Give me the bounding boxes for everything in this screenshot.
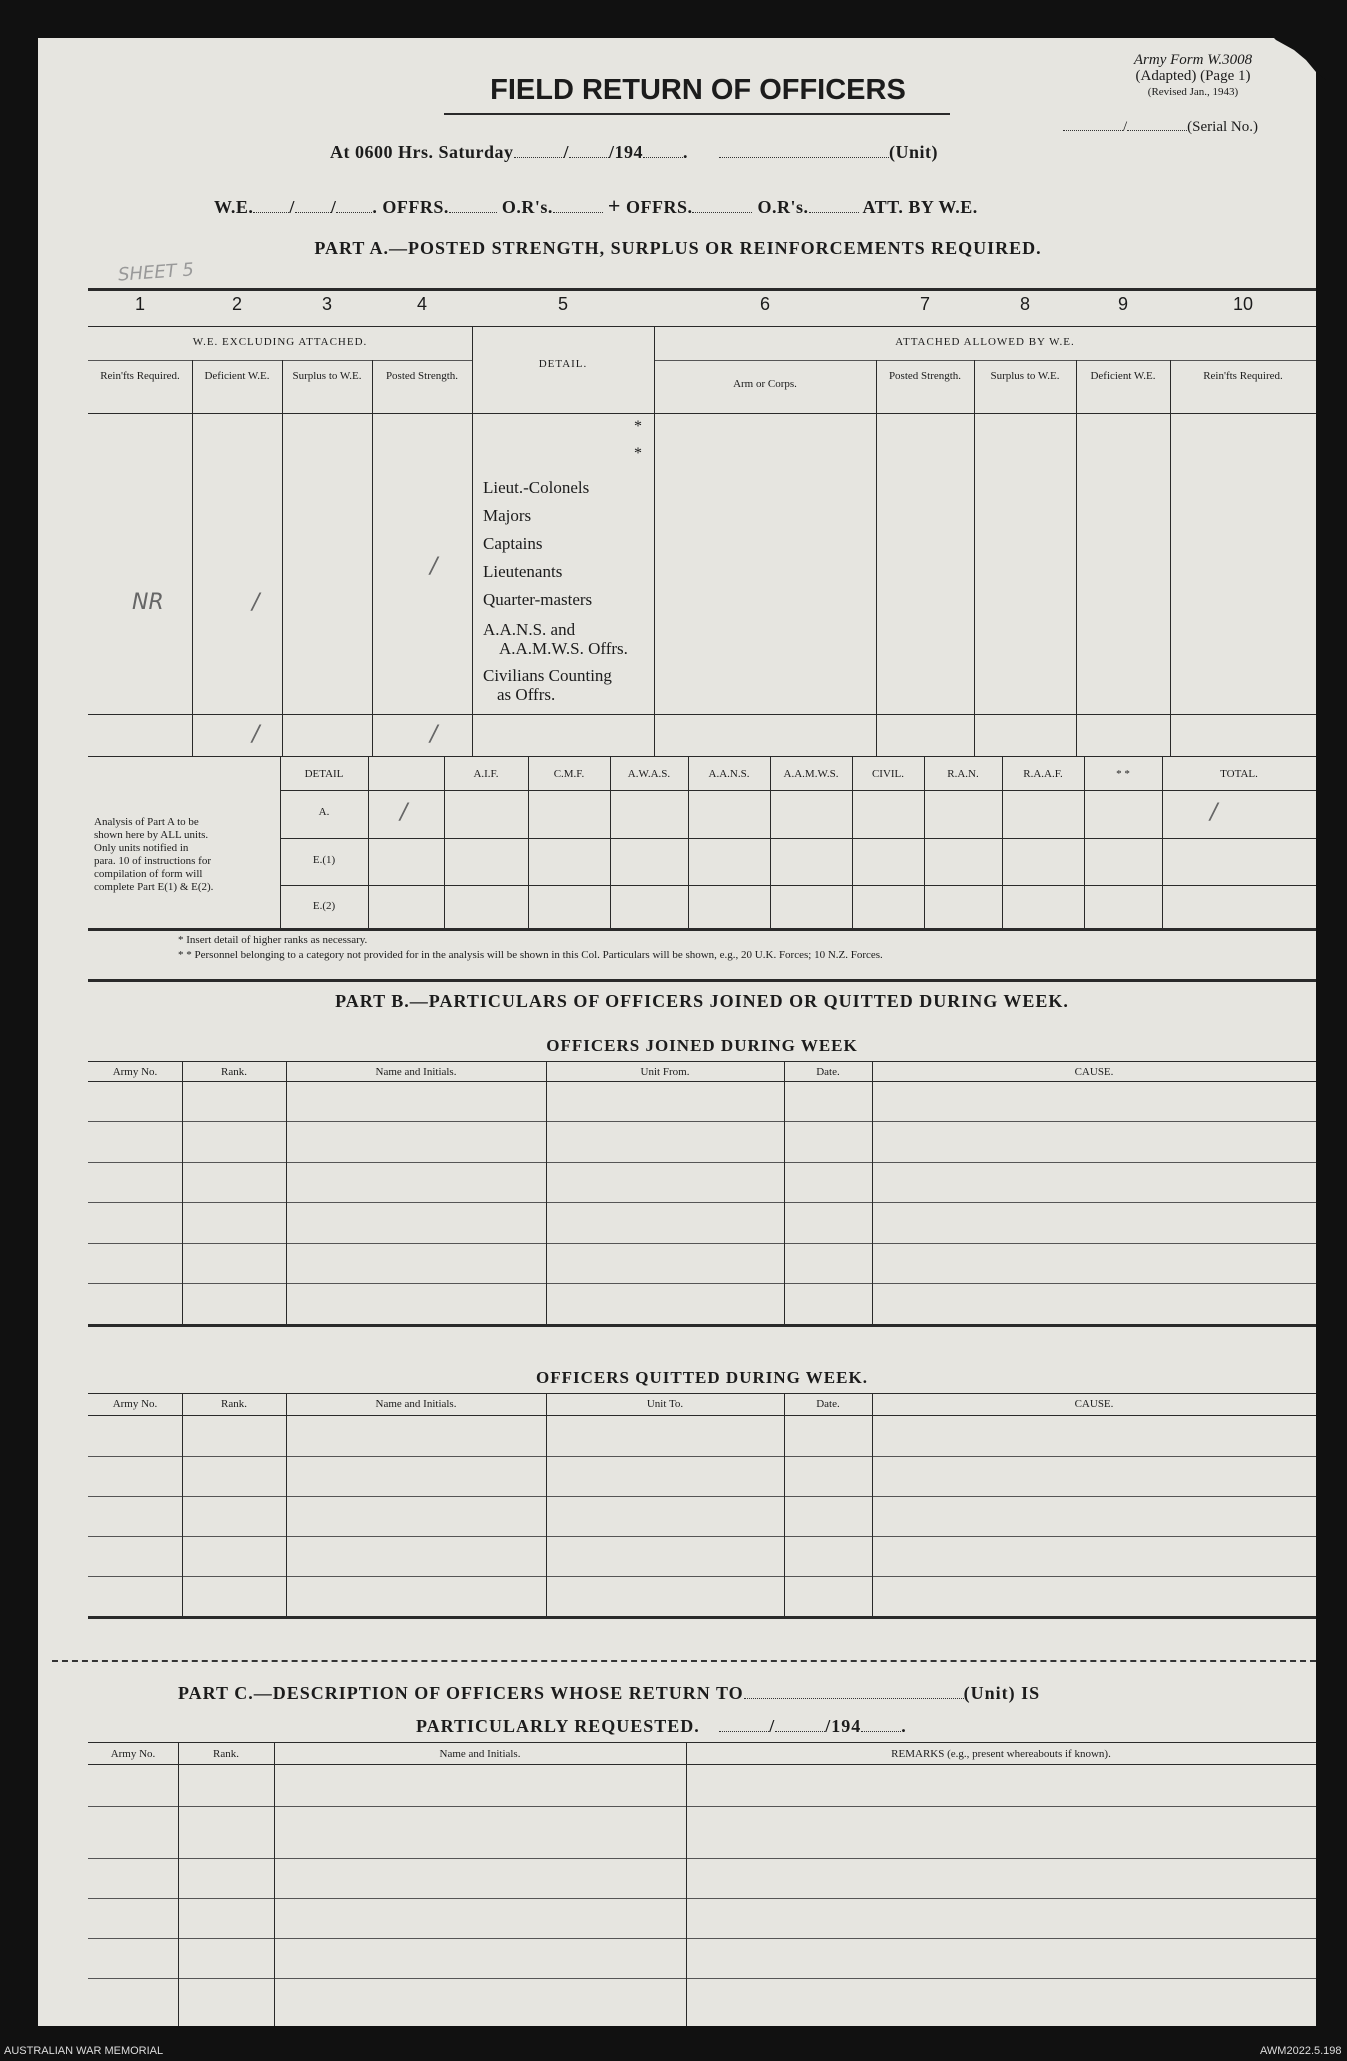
col-number-7: 7 [919, 294, 930, 314]
an-h-aif: A.I.F. [473, 768, 499, 780]
col-number-2: 2 [231, 294, 242, 314]
rank-quartermasters: Quarter-masters [483, 590, 593, 609]
an-row-a: A. [318, 806, 330, 818]
part-c-title-d: /194 [825, 1716, 862, 1736]
rank-majors: Majors [483, 506, 532, 525]
rank-civilians-2: as Offrs. [497, 685, 556, 704]
ors2-label: O.R's. [757, 197, 809, 217]
col-att-deficient: Deficient W.E. [1090, 370, 1156, 382]
quitted-col-unit-to: Unit To. [646, 1398, 684, 1410]
rank-aamws: A.A.M.W.S. Offrs. [499, 639, 628, 658]
an-row-e2: E.(2) [312, 900, 336, 912]
joined-col-army-no: Army No. [112, 1066, 158, 1078]
at-line: At 0600 Hrs. Saturday / /194 . (Unit) [330, 142, 939, 162]
star-2: * [634, 445, 642, 462]
analysis-note [94, 816, 276, 894]
handwritten-sheet: SHEET 5 [117, 259, 195, 286]
hw-deficient-captain: / [252, 590, 260, 615]
analysis-note-4: para. 10 of instructions for [94, 855, 211, 867]
joined-title: OFFICERS JOINED DURING WEEK [546, 1036, 858, 1055]
col-number-3: 3 [321, 294, 332, 314]
army-form-line2: (Adapted) (Page 1) [1135, 68, 1251, 84]
quitted-col-date: Date. [816, 1398, 840, 1410]
an-h-civil: CIVIL. [871, 768, 905, 780]
hw-analysis-a: / [400, 800, 408, 825]
part-c-title-a: PART C.—DESCRIPTION OF OFFICERS WHOSE RETURN TO [178, 1683, 744, 1703]
hw-analysis-total: / [1210, 800, 1218, 825]
joined-col-rank: Rank. [221, 1066, 247, 1078]
col-arm-corps: Arm or Corps. [733, 378, 797, 390]
part-c-title [178, 1683, 1040, 1704]
col-number-4: 4 [416, 294, 427, 314]
serial-label: (Serial No.) [1187, 119, 1258, 135]
rank-lt-colonels: Lieut.-Colonels [483, 478, 590, 497]
offrs2-label: OFFRS. [625, 197, 693, 217]
at-line-time: At 0600 Hrs. Saturday [330, 142, 514, 162]
partc-col-army-no: Army No. [110, 1748, 156, 1760]
att-by-label: ATT. BY W.E. [862, 197, 978, 217]
joined-col-date: Date. [816, 1066, 840, 1078]
plus-sign: + [607, 193, 621, 218]
part-a-title: PART A.—POSTED STRENGTH, SURPLUS OR REINFORCEMENTS REQUIRED. [314, 238, 1042, 258]
col-number-1: 1 [134, 294, 145, 314]
an-h-total: TOTAL. [1220, 768, 1258, 780]
analysis-note-1: Analysis of Part A to be [94, 816, 199, 828]
joined-col-name: Name and Initials. [375, 1066, 457, 1078]
col-number-10: 10 [1232, 294, 1254, 314]
joined-col-cause: CAUSE. [1074, 1066, 1114, 1078]
rank-lieutenants: Lieutenants [483, 562, 563, 581]
serial-no: / (Serial No.) [1063, 118, 1258, 136]
part-c-title-b: (Unit) IS [963, 1683, 1041, 1703]
army-form-line3: (Revised Jan., 1943) [1147, 86, 1239, 98]
we-label: W.E. [214, 197, 254, 217]
quitted-col-rank: Rank. [221, 1398, 247, 1410]
an-row-e1: E.(1) [312, 854, 336, 866]
group-we-excluding: W.E. EXCLUDING ATTACHED. [192, 336, 368, 348]
quitted-col-name: Name and Initials. [375, 1398, 457, 1410]
part-b-title: PART B.—PARTICULARS OF OFFICERS JOINED OR QUITTED DURING WEEK. [335, 991, 1069, 1011]
footer-right: AWM2022.5.198 [1260, 2045, 1342, 2057]
quitted-title: OFFICERS QUITTED DURING WEEK. [536, 1368, 868, 1387]
analysis-note-2: shown here by ALL units. [94, 829, 209, 841]
col-posted-strength: Posted Strength. [385, 370, 459, 382]
col-number-6: 6 [759, 294, 770, 314]
an-h-awas: A.W.A.S. [627, 768, 671, 780]
an-h-ran: R.A.N. [947, 768, 979, 780]
form-title: FIELD RETURN OF OFFICERS [490, 74, 906, 106]
detail-header: DETAIL. [538, 358, 588, 370]
partc-col-remarks: REMARKS (e.g., present whereabouts if known). [891, 1748, 1111, 1760]
col-reinfts-required: Rein'fts Required. [100, 370, 180, 382]
col-number-9: 9 [1117, 294, 1128, 314]
quitted-col-army-no: Army No. [112, 1398, 158, 1410]
rank-list [483, 474, 628, 704]
part-c-subtitle: PARTICULARLY REQUESTED. / /194 . [416, 1716, 907, 1736]
ors-label: O.R's. [501, 197, 553, 217]
footnote-2: * * Personnel belonging to a category not provided for in the analysis will be shown in this Col. Particulars will be shown, e.g., 20 U.K. Forces; 10 N.Z. Forces. [178, 949, 883, 961]
hw-nr: NR [132, 590, 164, 615]
star-1: * [634, 418, 642, 435]
hw-total-posted: / [430, 722, 438, 747]
col-att-posted-strength: Posted Strength. [888, 370, 962, 382]
col-att-reinfts: Rein'fts Required. [1203, 370, 1283, 382]
col-number-8: 8 [1019, 294, 1030, 314]
footnote-1: * Insert detail of higher ranks as necessary. [178, 934, 368, 946]
rank-captains: Captains [483, 534, 543, 553]
rank-aans: A.A.N.S. and [483, 620, 576, 639]
quitted-col-cause: CAUSE. [1074, 1398, 1114, 1410]
at-line-year: /194 [609, 142, 644, 162]
col-deficient-we: Deficient W.E. [204, 370, 270, 382]
joined-col-unit-from: Unit From. [640, 1066, 690, 1078]
analysis-note-3: Only units notified in [94, 842, 189, 854]
an-h-aans: A.A.N.S. [708, 768, 750, 780]
col-number-5: 5 [557, 294, 568, 314]
analysis-note-5: compilation of form will [94, 868, 203, 880]
an-h-other: * * [1116, 768, 1130, 780]
col-surplus-we: Surplus to W.E. [292, 370, 362, 382]
hw-total-deficient: / [252, 722, 260, 747]
unit-label: (Unit) [889, 142, 939, 162]
an-h-aamws: A.A.M.W.S. [783, 768, 839, 780]
analysis-note-6: complete Part E(1) & E(2). [94, 881, 214, 893]
footer-left: AUSTRALIAN WAR MEMORIAL [4, 2045, 164, 2057]
torn-corner [1266, 30, 1326, 80]
an-h-cmf: C.M.F. [553, 768, 585, 780]
we-line: W.E. / / . OFFRS. O.R's. + OFFRS. O.R's. ATT. BY W.E. [214, 193, 978, 218]
army-form-line1: Army Form W.3008 [1133, 52, 1253, 68]
partc-col-rank: Rank. [213, 1748, 239, 1760]
part-c-title-c: PARTICULARLY REQUESTED. [416, 1716, 700, 1736]
an-h-detail: DETAIL [304, 768, 344, 780]
rank-civilians: Civilians Counting [483, 666, 612, 685]
col-att-surplus: Surplus to W.E. [990, 370, 1060, 382]
partc-col-name: Name and Initials. [439, 1748, 521, 1760]
group-attached: ATTACHED ALLOWED BY W.E. [895, 336, 1075, 348]
form-paper [38, 38, 1316, 2026]
an-h-raaf: R.A.A.F. [1023, 768, 1063, 780]
hw-posted-captain: / [430, 554, 438, 579]
offrs-label: OFFRS. [382, 197, 449, 217]
